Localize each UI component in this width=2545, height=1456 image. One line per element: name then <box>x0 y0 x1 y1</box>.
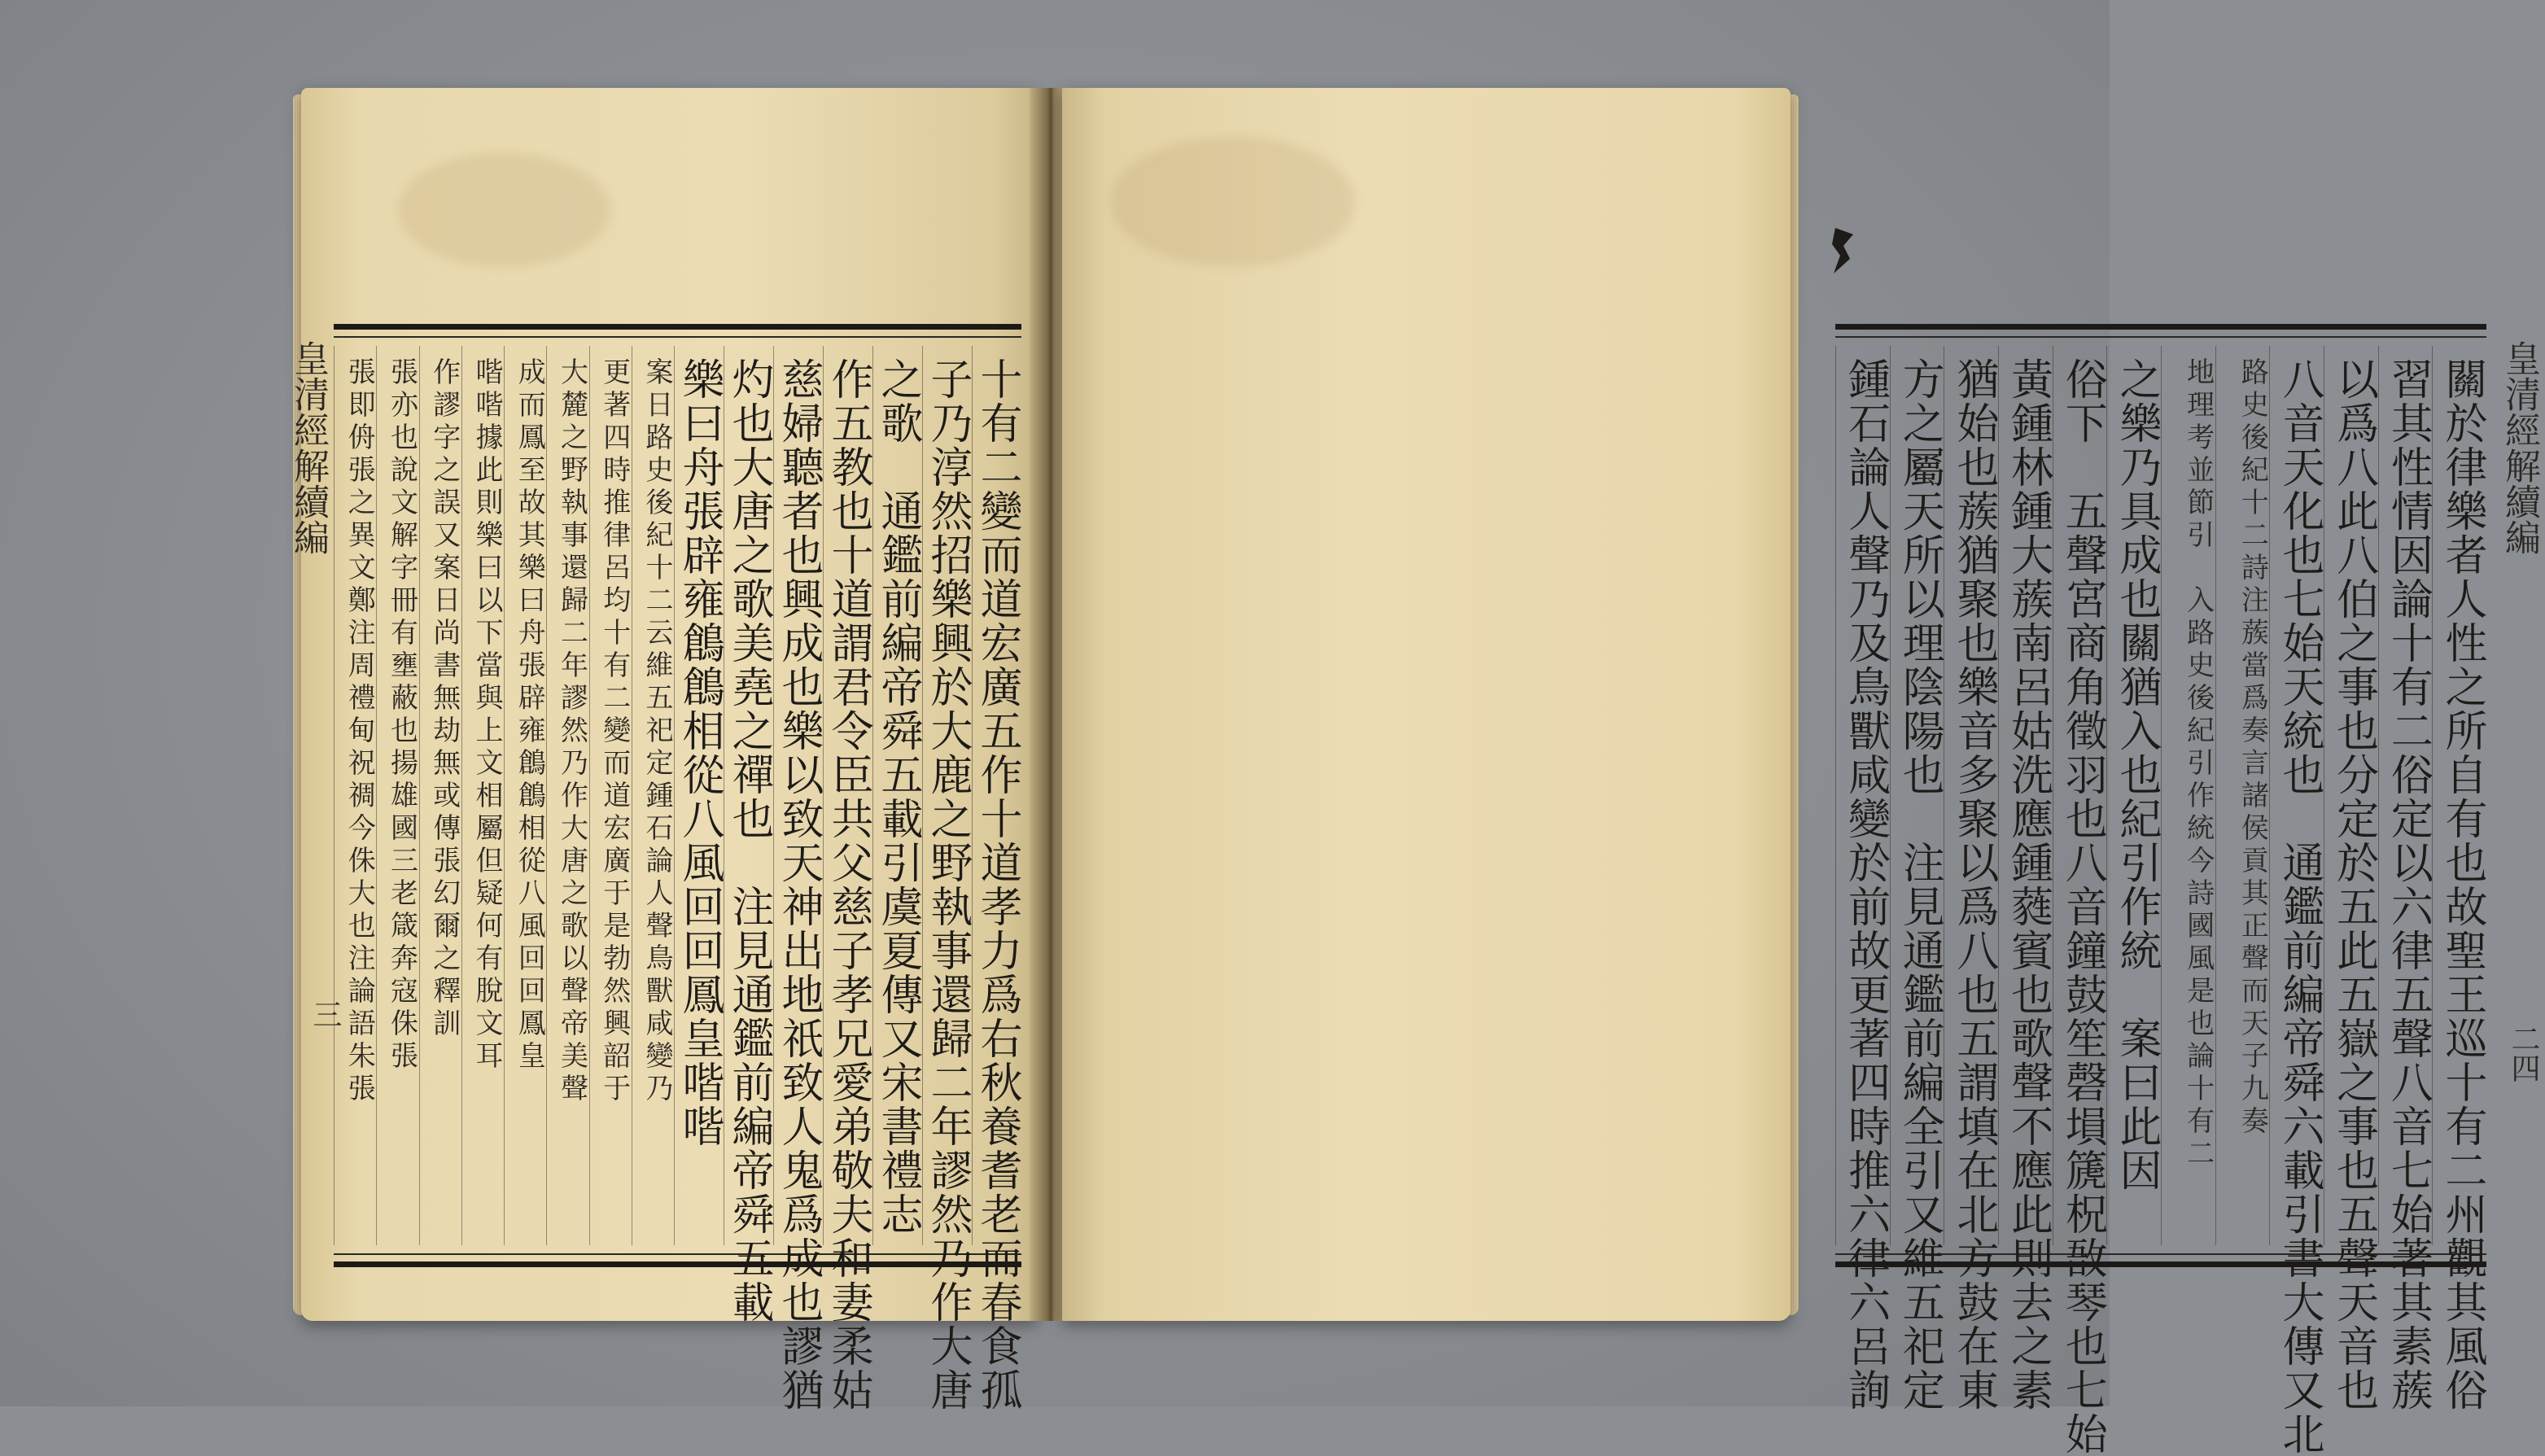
text-column: 關於律樂者人性之所自有也故聖王巡十有二州觀其風俗 <box>2432 346 2486 1245</box>
right-text-columns <box>1835 346 2486 1456</box>
text-column: 張即侜張之異文鄭注周禮甸祝禂今侏大也注論語朱張 <box>334 346 376 1245</box>
text-column: 張亦也說文解字冊有壅蔽也揚雄國三老箴奔寇侏張 <box>376 346 418 1245</box>
text-column: 八音天化也七始天統也 通鑑前編帝舜六載引書大傳又北 <box>2269 346 2324 1245</box>
frame-rule-top <box>1835 336 2486 338</box>
text-column: 之樂乃具成也關猶入也紀引作統 案曰此因 <box>2106 346 2161 1245</box>
text-column: 猶始也蔟猶聚也樂音多聚以爲八也五謂填在北方鼓在東 <box>1944 346 1998 1245</box>
text-column: 地理考並節引 入路史後紀引作統今詩國風是也論十有二 <box>2161 346 2215 1245</box>
text-column: 鍾石論人聲乃及鳥獸咸變於前故更著四時推六律六呂詢 <box>1835 346 1890 1245</box>
text-column: 作謬字之誤又案日尚書無劫無或傳張幻爾之釋訓 <box>419 346 461 1245</box>
text-column: 樂曰舟張辟雍鶬鶬相從八風回回鳳皇喈喈 <box>674 346 724 1245</box>
open-book <box>287 88 2540 1456</box>
right-text-frame <box>1835 324 2486 1456</box>
left-text-frame <box>334 324 1021 1412</box>
text-column: 喈喈據此則樂曰以下當與上文相屬但疑何有脫文耳 <box>461 346 504 1245</box>
right-margin-title: 皇清經解續編 <box>2499 340 2540 555</box>
text-column: 子乃淳然招樂興於大鹿之野執事還歸二年謬然乃作大唐 <box>922 346 972 1245</box>
ink-blot-mark <box>1829 226 1861 275</box>
text-column: 黃鍾林鍾大蔟南呂姑洗應鍾蕤賓也歌聲不應此則去之素 <box>1998 346 2053 1245</box>
right-page <box>1062 88 2540 1456</box>
text-column: 灼也大唐之歌美堯之禪也 注見通鑑前編帝舜五載 <box>724 346 773 1245</box>
text-column: 十有二變而道宏廣五作十道孝力爲右秋養耆老而春食孤 <box>972 346 1021 1245</box>
paper-stain <box>399 153 610 267</box>
text-column: 大麓之野執事還歸二年謬然乃作大唐之歌以聲帝美聲 <box>546 346 588 1245</box>
left-margin-title: 皇清經解續編 <box>287 340 329 555</box>
text-column: 以爲八此八伯之事也分定於五此五嶽之事也五聲天音也 <box>2324 346 2378 1245</box>
text-column: 之歌 通鑑前編帝舜五載引虞夏傳又宋書禮志 <box>872 346 922 1245</box>
text-column: 俗下 五聲宮商角徵羽也八音鐘鼓笙磬塤篪柷敔琴也七始 <box>2053 346 2107 1245</box>
left-page <box>287 88 1038 1412</box>
frame-rule-bottom <box>334 1253 1021 1255</box>
left-folio: 三 <box>308 999 342 1029</box>
text-column: 習其性情因論十有二俗定以六律五聲八音七始著其素蔟 <box>2378 346 2433 1245</box>
text-column: 作五教也十道謂君令臣共父慈子孝兄愛弟敬夫和妻柔姑 <box>823 346 872 1245</box>
text-column: 更著四時推律呂均十有二變而道宏廣于是勃然興韶于 <box>589 346 632 1245</box>
left-text-columns <box>334 346 1021 1412</box>
text-column: 路史後紀十二詩注蔟當爲奏言諸侯貢其正聲而天子九奏 <box>2215 346 2270 1245</box>
paper-stain <box>1111 137 1355 267</box>
right-folio: 二四 <box>2507 1024 2540 1082</box>
text-column: 案日路史後紀十二云維五祀定鍾石論人聲鳥獸咸變乃 <box>632 346 674 1245</box>
frame-rule-top <box>334 336 1021 338</box>
text-column: 方之屬天所以理陰陽也 注見通鑑前編全引又維五祀定 <box>1890 346 1944 1245</box>
text-column: 慈婦聽者也興成也樂以致天神出地祇致人鬼爲成也謬猶 <box>773 346 823 1245</box>
text-column: 成而鳳至故其樂曰舟張辟雍鶬鶬相從八風回回鳳皇 <box>504 346 546 1245</box>
